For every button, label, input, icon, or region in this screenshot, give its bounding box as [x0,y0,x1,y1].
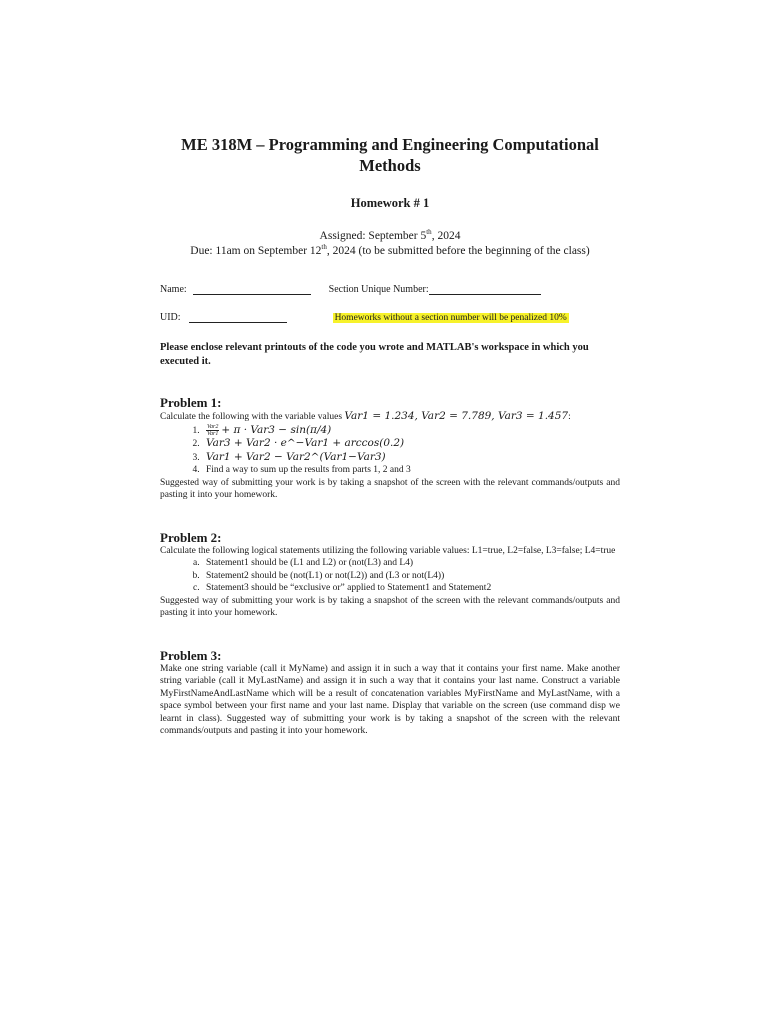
course-title-line2: Methods [359,156,421,175]
problem2-intro: Calculate the following logical statements utilizing the following variable values: L1=true, L2=false, L3=false; L4=true [160,545,616,556]
uid-label: UID: [160,312,181,323]
problem1-item1: 1. $\frac{\text{Var2}}{\text{Var1}}$ + π · Var3 − sin(π/4) [202,424,620,438]
problem3-body: Make one string variable (call it MyName) and assign it in such a way that it contains your first name. Make another string variable (call it MyLastName) and assign it in such a way that it contains your last name. Construct a variable MyFirstNameAndLastName which will be a result of concatenation variables MyFirstName and MyLastName, with a space symbol between your first name and your last name. Display that variable on the screen (use command disp we learnt in class). Suggested way of submitting your work is by taking a snapshot of the screen with the relevant commands/outputs and pasting it into your homework. [160,663,620,736]
problem2-list [160,557,620,595]
problem2-heading: Problem 2: [160,529,222,545]
due-date: Due: 11am on September 12th, 2024 (to be submitted before the beginning of the class) [190,243,590,257]
problem2-outro: Suggested way of submitting your work is by taking a snapshot of the screen with the relevant commands/outputs and pasting it into your homework. [160,595,620,618]
name-label: Name: [160,284,187,295]
assigned-date: Assigned: September 5th, 2024 [319,228,461,242]
problem2-item-c: c. Statement3 should be “exclusive or” applied to Statement1 and Statement2 [202,582,620,595]
course-title-line1: ME 318M – Programming and Engineering Computational [181,135,599,154]
section-warning-highlight: Homeworks without a section number will be penalized 10% [334,313,567,323]
name-blank[interactable] [193,284,311,295]
problem3-heading: Problem 3: [160,647,222,663]
problem1-intro: Calculate the following with the variable values Var1 = 1.234, Var2 = 7.789, Var3 = 1.457: [160,410,571,422]
homework-title: Homework # 1 [350,196,430,210]
uid-row [160,309,620,323]
problem1-item4: 4. Find a way to sum up the results from parts 1, 2 and 3 [202,464,620,477]
fraction: 1. $\frac{\text{Var2}}{\text{Var1}}$ [207,423,219,437]
section-label: Section Unique Number: [328,284,429,295]
uid-blank[interactable] [189,312,287,323]
problem1-heading: Problem 1: [160,395,222,410]
name-section-row [160,281,620,295]
problem1-item3: 3. Var1 + Var2 − Var2^(Var1−Var3) [202,451,620,465]
section-blank[interactable] [429,284,541,295]
course-title [160,134,620,176]
instructions: Please enclose relevant printouts of the code you wrote and MATLAB's workspace in which you executed it. [160,342,589,367]
problem1-list [160,424,620,477]
problem1-values: Var1 = 1.234, Var2 = 7.789, Var3 = 1.457 [344,410,569,422]
problem1-outro: Suggested way of submitting your work is by taking a snapshot of the screen with the relevant commands/outputs and pasting it into your homework. [160,477,620,500]
problem2-item-b: b. Statement2 should be (not(L1) or not(L2)) and (L3 or not(L4)) [202,570,620,583]
problem1-item2: 2. Var3 + Var2 · e^−Var1 + arccos(0.2) [202,437,620,451]
document-content [160,134,620,738]
problem2-item-a: a. Statement1 should be (L1 and L2) or (not(L3) and L4) [202,557,620,570]
